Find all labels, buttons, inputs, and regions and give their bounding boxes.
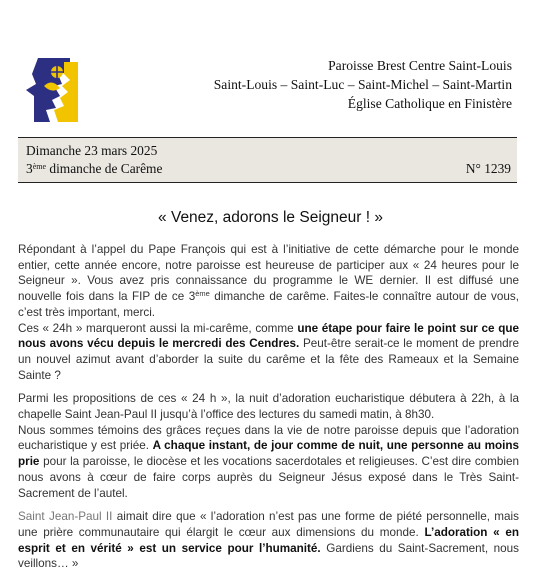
paragraph-1 <box>18 242 519 321</box>
paragraph-3: Parmi les propositions de ces « 24 h », la nuit d’adoration eucharistique débutera à 22h, à la chapelle Saint Jean-Paul II jusqu’à l’office des lectures du samedi matin, à 8h30. <box>18 392 519 422</box>
article-title: « Venez, adorons le Seigneur ! » <box>158 209 383 226</box>
paragraph-5 <box>18 509 519 572</box>
parish-logo-icon <box>24 56 80 124</box>
p1-sup: ème <box>195 289 210 299</box>
sunday-label: dimanche de Carême <box>46 161 163 176</box>
p5-saint-name: Saint Jean-Paul II <box>18 510 113 524</box>
p4-bold: A chaque instant, de jour comme de nuit, une personne au moins prie <box>18 439 519 469</box>
p5-bold: L’adoration « en esprit et en vérité » est un service pour l’humanité. <box>18 525 519 555</box>
p5-text-a: aimait dire que « l’adoration n’est pas une forme de piété personnelle, mais une prière communautaire qui élargit le cœur aux dimensions du monde. <box>18 510 519 539</box>
sunday-ordinal: 3 <box>26 161 33 176</box>
p2-text-a: Ces « 24h » marqueront aussi la mi-carême, comme <box>18 321 298 335</box>
parish-header <box>214 56 512 113</box>
sunday-ordinal-suffix: ème <box>32 162 47 171</box>
bulletin-info-box <box>18 137 517 183</box>
p1-text-b: dimanche de carême. Faites-le connaître autour de vous, c’est très important, merci. <box>18 290 519 319</box>
bulletin-date: Dimanche 23 mars 2025 <box>26 143 158 158</box>
p1-text-a: Répondant à l’appel du Pape François qui est à l’initiative de cette démarche pour le monde entier, cette année encore, notre paroisse est heureuse de participer aux « 24 heures pour le Seigneur ». Vous avez pris connaissance du programme le WE dernier. Il est diffusé une nouvelle fois dans la FIP de ce 3 <box>18 243 519 304</box>
p2-bold: une étape pour faire le point sur ce que nous avons vécu depuis le mercredi des Cendres. <box>18 321 519 351</box>
parish-logo <box>24 56 80 124</box>
church-name: Église Catholique en Finistère <box>347 96 512 111</box>
bulletin-number: N° 1239 <box>465 161 511 176</box>
article-body <box>18 242 519 572</box>
p4-text-b: pour la paroisse, le diocèse et les vocations sacerdotales et religieuses. C’est dire combien nous avons à cœur de faire corps auprès du Seigneur Jésus exposé dans le Très Saint-Sacrement de l’autel. <box>18 455 519 500</box>
paragraph-4 <box>18 423 519 502</box>
p5-text-b: Gardiens du Saint-Sacrement, nous veillons… » <box>18 541 519 571</box>
liturgical-sunday <box>26 161 162 177</box>
p2-text-b: Peut-être serait-ce le moment de prendre un nouvel azimut avant d’aborder la suite du carême et la fête des Rameaux et la Semaine Sainte ? <box>18 337 519 382</box>
parish-list: Saint-Louis – Saint-Luc – Saint-Michel – Saint-Martin <box>213 77 512 92</box>
parish-name: Paroisse Brest Centre Saint-Louis <box>328 58 512 73</box>
p4-text-a: Nous sommes témoins des grâces reçues dans la vie de notre paroisse depuis que l’adoration eucharistique y est priée. <box>18 423 519 453</box>
paragraph-2 <box>18 321 519 384</box>
